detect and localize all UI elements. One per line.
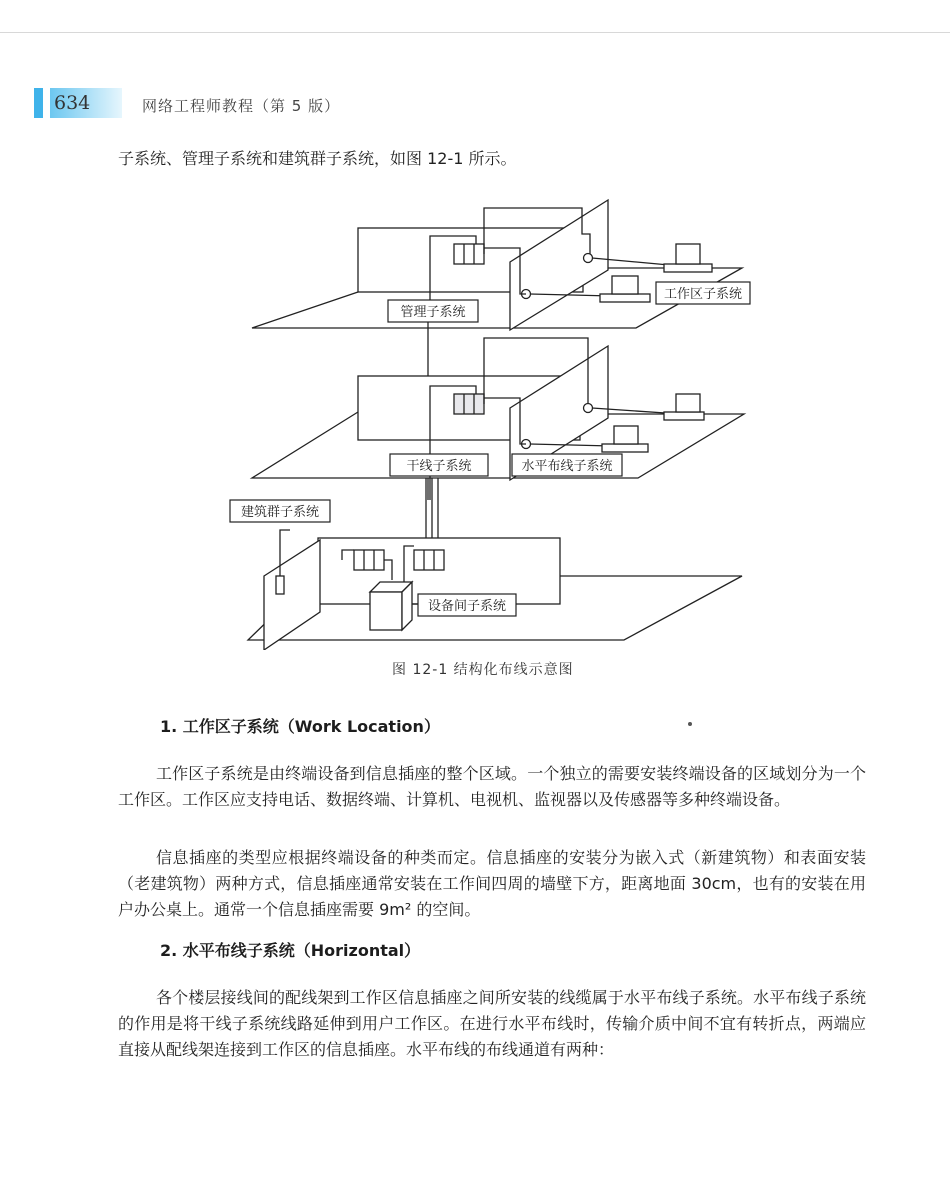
section2-heading: 2. 水平布线子系统（Horizontal） xyxy=(160,941,421,960)
section2-paragraph-1: 各个楼层接线间的配线架到工作区信息插座之间所安装的线缆属于水平布线子系统。水平布线子系统的作用是将干线子系统线路延伸到用户工作区。在进行水平布线时，传输介质中间不宜有转折点，两端应直接从配线架连接到工作区的信息插座。水平布线的布线通道有两种： xyxy=(118,988,866,1059)
stray-mark xyxy=(688,722,692,726)
label-campus: 建筑群子系统 xyxy=(240,505,320,520)
section1-paragraph-2: 信息插座的类型应根据终端设备的种类而定。信息插座的安装分为嵌入式（新建筑物）和表面安装（老建筑物）两种方式，信息插座通常安装在工作间四周的墙壁下方，距离地面 30cm，也有的安装在用户办公桌上。通常一个信息插座需要 9m² 的空间。 xyxy=(118,848,866,919)
intro-line: 子系统、管理子系统和建筑群子系统，如图 12-1 所示。 xyxy=(118,149,517,168)
book-title: 网络工程师教程（第 5 版） xyxy=(142,97,341,115)
label-backbone: 干线子系统 xyxy=(406,459,472,474)
label-work-area: 工作区子系统 xyxy=(663,287,743,302)
page-number: 634 xyxy=(54,92,91,114)
section1-paragraph-1: 工作区子系统是由终端设备到信息插座的整个区域。一个独立的需要安装终端设备的区域划分为一个工作区。工作区应支持电话、数据终端、计算机、电视机、监视器以及传感器等多种终端设备。 xyxy=(118,764,866,809)
figure-caption: 图 12-1 结构化布线示意图 xyxy=(392,662,574,678)
section1-heading: 1. 工作区子系统（Work Location） xyxy=(160,717,440,736)
label-horizontal: 水平布线子系统 xyxy=(521,459,613,474)
label-management: 管理子系统 xyxy=(400,305,466,320)
label-equipment-room: 设备间子系统 xyxy=(427,599,507,614)
